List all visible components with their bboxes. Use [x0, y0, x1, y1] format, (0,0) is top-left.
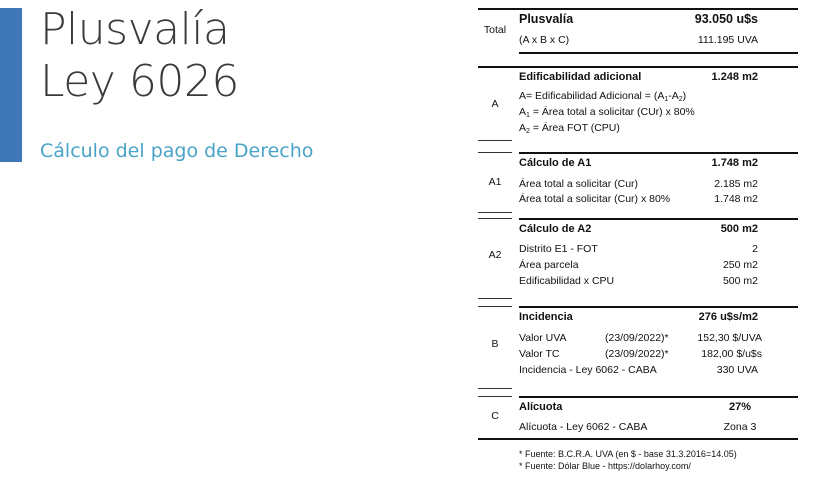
- section-a-label: Edificabilidad adicional: [519, 71, 642, 83]
- divider: [478, 8, 798, 10]
- title-line-1: Plusvalía: [40, 4, 230, 55]
- footnotes: [519, 448, 737, 472]
- row-value: 2.185 m2: [714, 178, 758, 190]
- section-a-def-3: [519, 120, 798, 136]
- section-a1-row: [519, 191, 798, 207]
- title-line-2: Ley 6026: [40, 56, 239, 107]
- section-c-value: 27%: [728, 401, 752, 413]
- row-label: Área total a solicitar (Cur): [519, 178, 639, 190]
- section-a1-key: A1: [488, 176, 502, 188]
- section-a2-row: [519, 257, 798, 273]
- row-label: Valor TC: [519, 348, 560, 360]
- section-a2-key: A2: [488, 249, 502, 261]
- divider: [478, 218, 512, 219]
- divider: [519, 218, 798, 220]
- row-label: Edificabilidad x CPU: [519, 275, 615, 287]
- section-a-value: 1.248 m2: [711, 71, 758, 83]
- section-a-def-1: [519, 88, 798, 104]
- total-key: Total: [483, 24, 507, 36]
- section-a1-row: [519, 176, 798, 192]
- divider: [478, 438, 798, 440]
- def-sub: 1: [526, 112, 530, 119]
- section-a2-row: [519, 241, 798, 257]
- section-b-row: [519, 330, 798, 346]
- def-sub: 2: [678, 96, 683, 103]
- section-a2-row: [519, 273, 798, 289]
- row-value: 2: [752, 243, 758, 255]
- total-formula-row: [519, 32, 798, 48]
- section-c-key: C: [491, 410, 499, 422]
- section-c-header: [519, 399, 798, 415]
- section-b-row: [519, 362, 798, 378]
- row-value: Zona 3: [723, 421, 757, 433]
- divider: [519, 52, 798, 54]
- def-sub: 2: [526, 128, 530, 135]
- section-b-row: [519, 346, 798, 362]
- row-date: (23/09/2022)*: [605, 332, 669, 344]
- def-text: = Área total a solicitar (CUr) x 80%: [529, 106, 695, 118]
- row-date: (23/09/2022)*: [605, 348, 669, 360]
- accent-bar: [0, 8, 22, 162]
- footnote: * Fuente: Dólar Blue - https://dolarhoy.com/: [519, 461, 691, 471]
- section-b-header: [519, 309, 798, 325]
- row-label: Incidencia - Ley 6062 - CABA: [519, 364, 657, 376]
- def-text: A= Edificabilidad Adicional = (A: [519, 90, 665, 102]
- def-text: A: [519, 122, 527, 134]
- total-value: 93.050 u$s: [694, 12, 758, 26]
- row-label: Distrito E1 - FOT: [519, 243, 598, 255]
- section-a-header: [519, 69, 798, 85]
- def-sub: 1: [664, 96, 669, 103]
- section-b-value: 276 u$s/m2: [698, 311, 758, 323]
- section-a1-value: 1.748 m2: [711, 157, 758, 169]
- row-label: Alícuota - Ley 6062 - CABA: [519, 421, 648, 433]
- divider: [478, 306, 512, 307]
- def-text: A: [519, 106, 527, 118]
- total-formula-value: 111.195 UVA: [697, 34, 758, 46]
- section-a1-header: [519, 155, 798, 171]
- section-a2-header: [519, 221, 798, 237]
- section-b-key: B: [491, 338, 499, 350]
- divider: [478, 140, 512, 141]
- section-a1-label: Cálculo de A1: [519, 157, 592, 169]
- slide-subtitle: Cálculo del pago de Derecho: [40, 140, 314, 162]
- divider: [519, 396, 798, 398]
- section-a-def-2: [519, 104, 798, 120]
- row-label: Valor UVA: [519, 332, 567, 344]
- def-text: = Área FOT (CPU): [529, 122, 620, 134]
- total-label: Plusvalía: [519, 12, 574, 26]
- total-header-row: [519, 11, 798, 27]
- row-value: 152,30 $/UVA: [697, 332, 762, 344]
- section-a-key: A: [491, 98, 499, 110]
- section-a2-value: 500 m2: [720, 223, 758, 235]
- row-value: 500 m2: [722, 275, 758, 287]
- section-c-row: [519, 419, 798, 435]
- row-label: Área parcela: [519, 259, 579, 271]
- divider: [478, 396, 512, 397]
- row-value: 330 UVA: [716, 364, 758, 376]
- divider: [478, 152, 512, 153]
- def-text: ): [682, 90, 687, 102]
- divider: [478, 212, 512, 213]
- section-a2-label: Cálculo de A2: [519, 223, 592, 235]
- section-b-label: Incidencia: [519, 311, 573, 323]
- footnote: * Fuente: B.C.R.A. UVA (en $ - base 31.3.2016=14.05): [519, 449, 737, 459]
- divider: [478, 388, 512, 389]
- divider: [519, 152, 798, 154]
- slide-title: [40, 4, 239, 108]
- divider: [478, 298, 512, 299]
- section-c-label: Alícuota: [519, 401, 563, 413]
- divider: [478, 66, 798, 68]
- total-formula: (A x B x C): [519, 34, 570, 46]
- divider: [519, 306, 798, 308]
- row-label: Área total a solicitar (Cur) x 80%: [519, 193, 671, 205]
- def-text: -A: [668, 90, 679, 102]
- row-value: 250 m2: [722, 259, 758, 271]
- row-value: 1.748 m2: [714, 193, 758, 205]
- row-value: 182,00 $/u$s: [701, 348, 762, 360]
